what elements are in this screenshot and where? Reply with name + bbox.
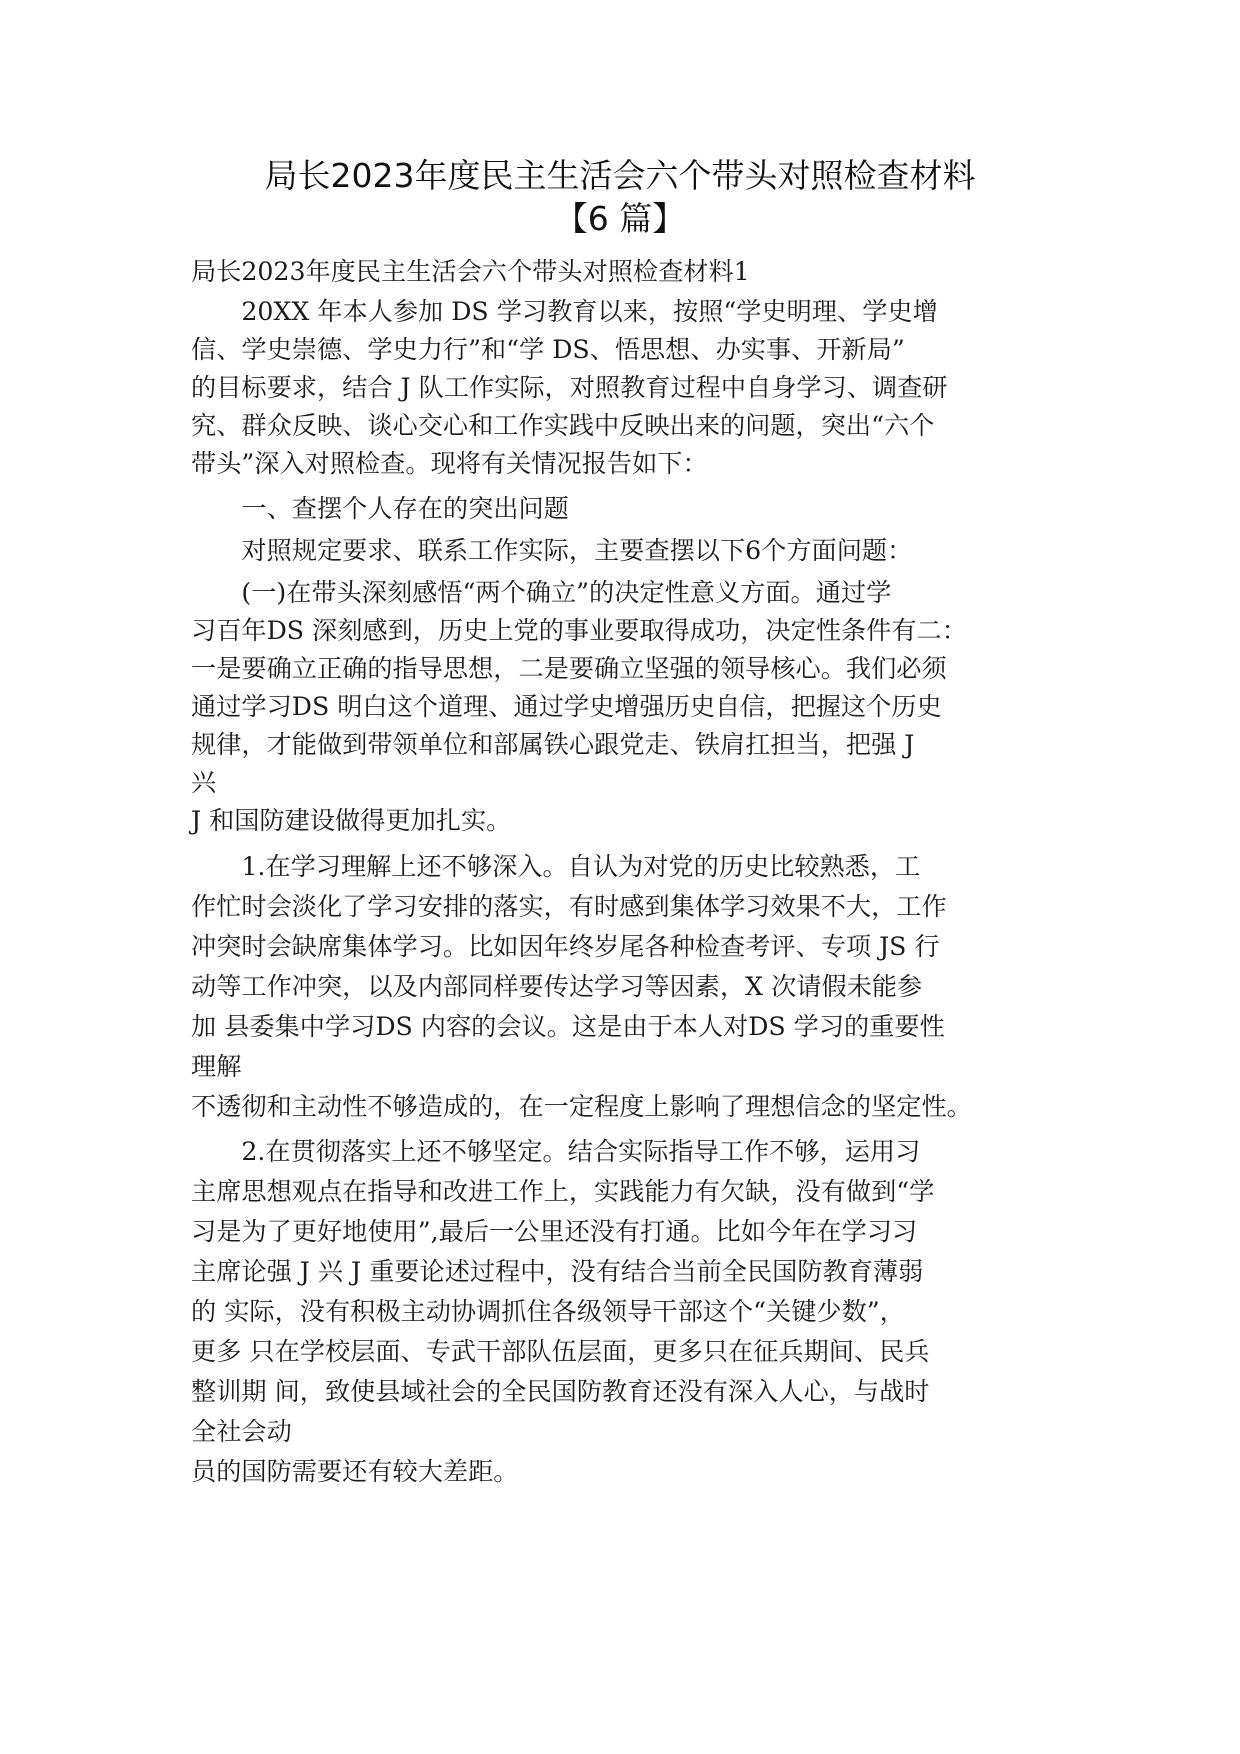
body-line: 1.在学习理解上还不够深入。自认为对党的历史比较熟悉，工 (191, 852, 921, 881)
body-line: 不透彻和主动性不够造成的，在一定程度上影响了理想信念的坚定性。 (191, 1092, 972, 1121)
body-line: 整训期 间，致使县域社会的全民国防教育还没有深入人心，与战时 (191, 1377, 930, 1406)
body-line: 带头”深入对照检查。现将有关情况报告如下： (191, 449, 708, 478)
body-line: J 和国防建设做得更加扎实。 (191, 806, 512, 835)
body-line: 习是为了更好地使用”,最后一公里还没有打通。比如今年在学习习 (191, 1217, 918, 1246)
body-line: 2.在贯彻落实上还不够坚定。结合实际指导工作不够，运用习 (191, 1137, 921, 1166)
body-line: 20XX 年本人参加 DS 学习教育以来，按照“学史明理、学史增 (191, 297, 938, 326)
body-line: 通过学习DS 明白这个道理、通过学史增强历史自信，把握这个历史 (191, 692, 942, 721)
body-line: 主席论强 J 兴 J 重要论述过程中，没有结合当前全民国防教育薄弱 (191, 1257, 924, 1286)
body-line: 理解 (191, 1052, 242, 1081)
body-line: 一是要确立正确的指导思想，二是要确立坚强的领导核心。我们必须 (191, 654, 947, 683)
body-line: 更多 只在学校层面、专武干部队伍层面，更多只在征兵期间、民兵 (191, 1337, 930, 1366)
body-line: 动等工作冲突，以及内部同样要传达学习等因素，X 次请假未能参 (191, 972, 923, 1001)
body-line: 的 实际，没有积极主动协调抓住各级领导干部这个“关键少数”， (191, 1297, 905, 1326)
body-line: 一、查摆个人存在的突出问题 (191, 494, 569, 523)
body-line: (一)在带头深刻感悟“两个确立”的决定性意义方面。通过学 (191, 578, 892, 607)
body-line: 全社会动 (191, 1417, 292, 1446)
body-line: 对照规定要求、联系工作实际，主要查摆以下6个方面问题： (191, 536, 913, 565)
body-line: 的目标要求，结合 J 队工作实际，对照教育过程中自身学习、调查研 (191, 373, 948, 402)
body-line: 究、群众反映、谈心交心和工作实践中反映出来的问题，突出“六个 (191, 411, 935, 440)
body-line: 员的国防需要还有较大差距。 (191, 1457, 519, 1486)
document-title-suffix: 【6 篇】 (554, 199, 686, 238)
section-heading: 局长2023年度民主生活会六个带头对照检查材料1 (191, 257, 750, 286)
body-line: 信、学史崇德、学史力行”和“学 DS、悟思想、办实事、开新局” (191, 335, 905, 364)
body-line: 冲突时会缺席集体学习。比如因年终岁尾各种检查考评、专项 JS 行 (191, 932, 940, 961)
body-line: 加 县委集中学习DS 内容的会议。这是由于本人对DS 学习的重要性 (191, 1012, 945, 1041)
body-line: 习百年DS 深刻感到，历史上党的事业要取得成功，决定性条件有二： (191, 616, 967, 645)
body-line: 兴 (191, 768, 217, 797)
body-line: 规律，才能做到带领单位和部属铁心跟党走、铁肩扛担当，把强 J (191, 730, 915, 759)
body-line: 主席思想观点在指导和改进工作上，实践能力有欠缺，没有做到“学 (191, 1177, 935, 1206)
document-title: 局长2023年度民主生活会六个带头对照检查材料 (264, 156, 976, 195)
body-line: 作忙时会淡化了学习安排的落实，有时感到集体学习效果不大，工作 (191, 892, 947, 921)
